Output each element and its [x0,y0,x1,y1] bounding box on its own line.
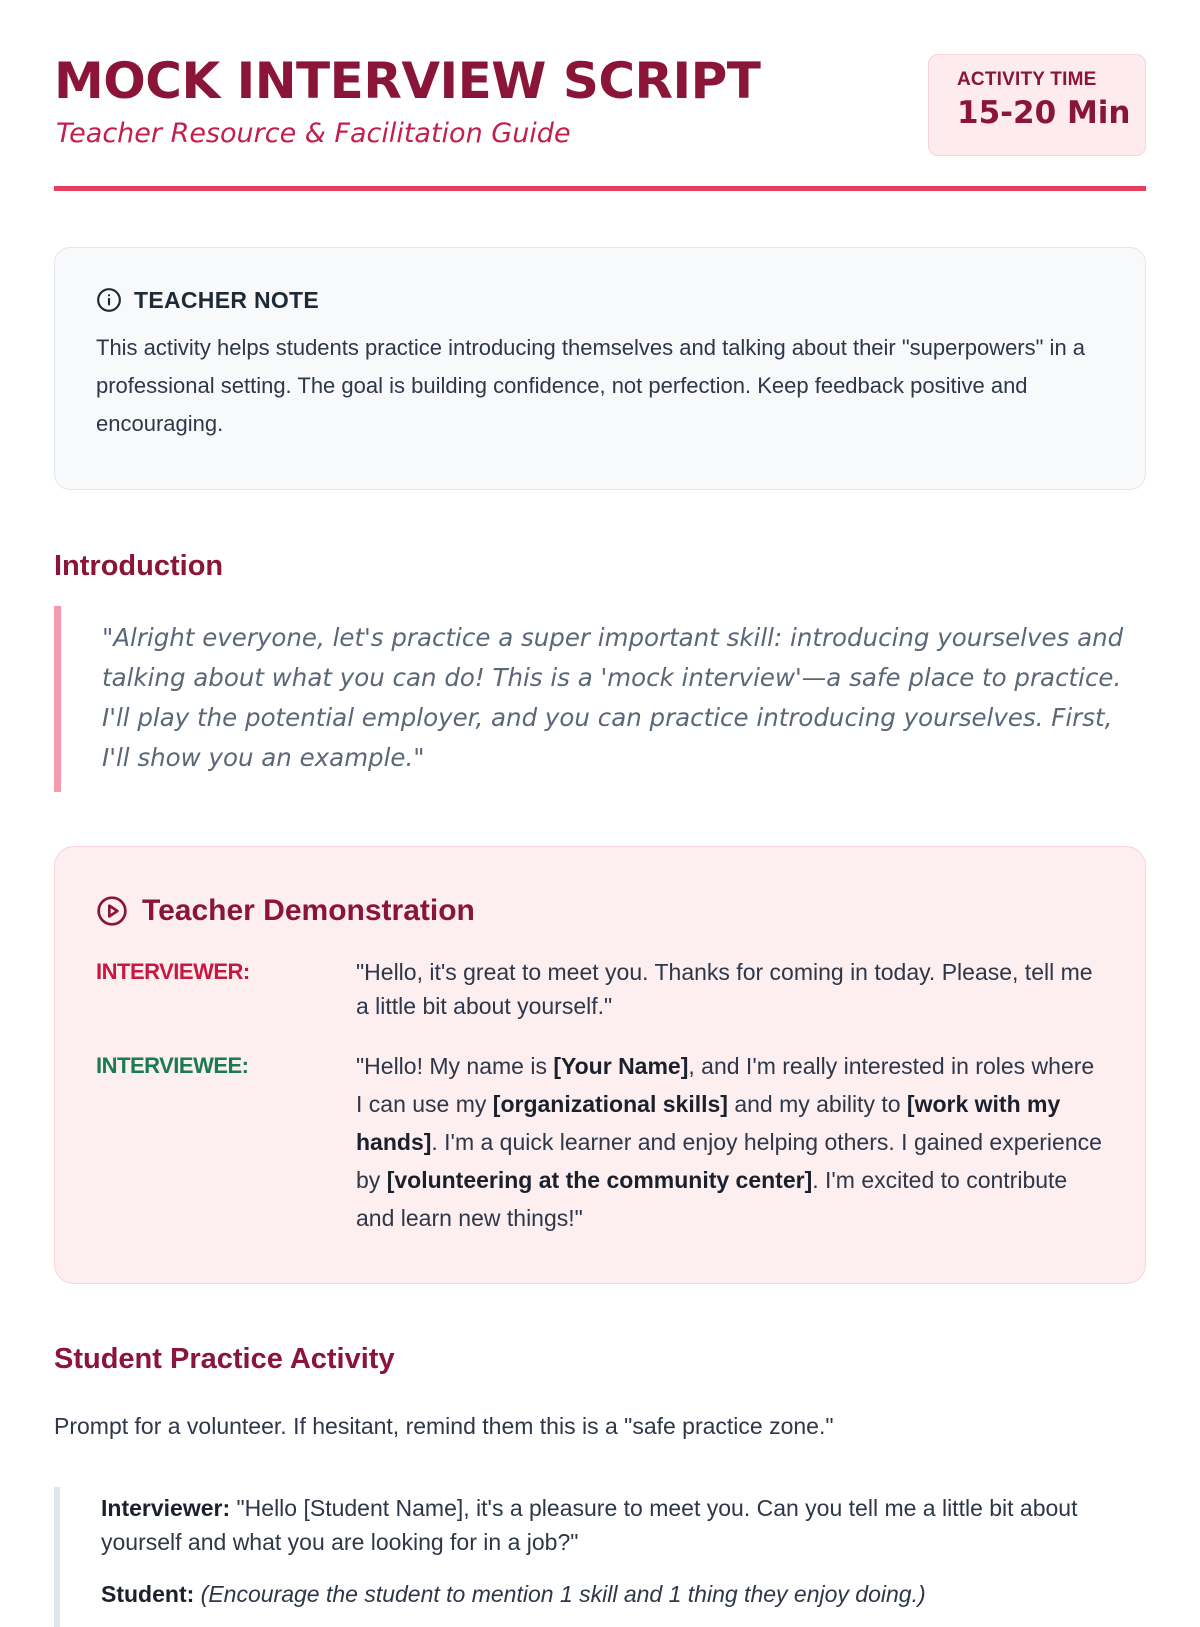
placeholder-skill: [organizational skills] [492,1091,728,1117]
practice-interviewer-line [101,1491,1126,1559]
page-subtitle: Teacher Resource & Facilitation Guide [56,118,571,149]
header-divider [54,186,1146,191]
page [54,0,1146,1607]
interviewee-label: INTERVIEWEE: [96,1053,249,1078]
speech-text: . I'm a quick learner and enjoy helping others. I gained experience by [356,1129,1102,1193]
speech-text: , and I'm really interested in roles where I can use my [356,1053,1095,1117]
practice-interviewer-label: Interviewer: [101,1495,231,1521]
practice-interviewer-speech: "Hello [Student Name], it's a pleasure to meet you. Can you tell me a little bit about yourself and what you are looking for in a job?" [101,1495,1078,1555]
interviewee-speech [356,1047,1105,1237]
activity-time-label: ACTIVITY TIME [957,69,1097,90]
header [54,0,1146,194]
interviewer-speech: "Hello, it's great to meet you. Thanks for coming in today. Please, tell me a little bit about yourself." [356,959,1093,1019]
teacher-note-title: TEACHER NOTE [134,286,320,313]
speech-text: . I'm excited to contribute and learn new things!" [356,1167,1068,1231]
speech-text: "Hello! My name is [356,1053,554,1079]
placeholder-name: [Your Name] [553,1053,689,1079]
placeholder-experience: [volunteering at the community center] [386,1167,813,1193]
play-circle-icon [96,895,128,927]
interviewee-line [96,1047,1105,1237]
practice-heading: Student Practice Activity [54,1343,395,1375]
interviewer-label: INTERVIEWER: [96,959,250,984]
activity-time-value: 15-20 Min [957,95,1131,131]
practice-student-label: Student: [101,1581,195,1607]
activity-time-badge [928,54,1146,156]
practice-student-instruction: (Encourage the student to mention 1 skill and 1 thing they enjoy doing.) [200,1581,926,1607]
page-title: MOCK INTERVIEW SCRIPT [54,52,761,110]
placeholder-ability: [work with my hands] [356,1091,1061,1155]
practice-prompt: Prompt for a volunteer. If hesitant, remind them this is a "safe practice zone." [54,1413,834,1439]
teacher-note-body: This activity helps students practice introducing themselves and talking about their "superpowers" in a professional setting. The goal is building confidence, not perfection. Keep feedback positive and encouraging. [96,335,1086,436]
teacher-demonstration-card [54,846,1146,1284]
introduction-quote: "Alright everyone, let's practice a super important skill: introducing yourselves and talking about what you can do! This is a 'mock interview'—a safe place to practice. I'll play the potential employer, and you can practice introducing yourselves. First, I'll show you an example." [54,606,1146,792]
demonstration-header [96,891,1105,931]
introduction-heading: Introduction [54,550,224,582]
demonstration-title: Teacher Demonstration [142,894,475,927]
speech-text: and my ability to [727,1091,907,1117]
info-icon [96,287,122,313]
practice-student-line [101,1577,1126,1611]
practice-script [54,1487,1146,1627]
teacher-note-header [96,284,1105,316]
interviewer-line [96,955,1105,1023]
teacher-note-card [54,247,1146,490]
